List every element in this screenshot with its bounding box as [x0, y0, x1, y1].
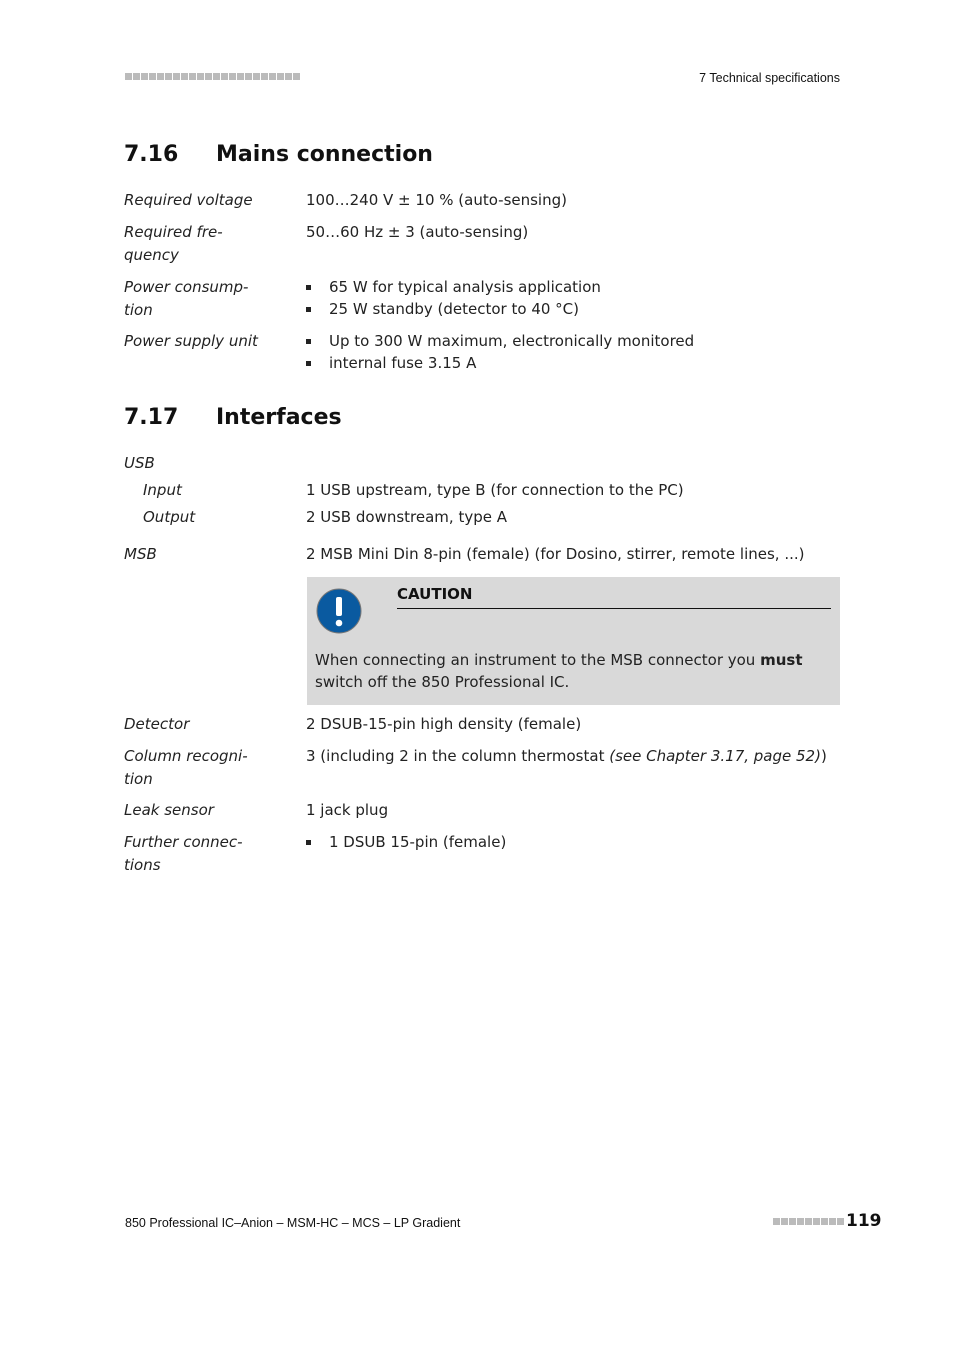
decor-square: [125, 73, 132, 80]
decor-square: [829, 1218, 836, 1225]
decor-square: [189, 73, 196, 80]
spec-sublabel: Input: [143, 481, 182, 499]
bullet-item: Up to 300 W maximum, electronically monitored: [306, 330, 694, 352]
spec-label: Required fre- quency: [124, 223, 223, 264]
chapter-reference-link[interactable]: (see Chapter 3.17, page 52): [609, 747, 821, 765]
decor-square: [205, 73, 212, 80]
spec-label: MSB: [124, 545, 157, 563]
decor-square: [173, 73, 180, 80]
decor-square: [277, 73, 284, 80]
decor-square: [837, 1218, 844, 1225]
footer-title: 850 Professional IC–Anion – MSM-HC – MCS – LP Gradient: [125, 1216, 461, 1230]
exclamation-icon: [315, 587, 363, 635]
spec-sublabel: Output: [143, 508, 196, 526]
caution-title: CAUTION: [397, 585, 473, 603]
header-decoration: [125, 73, 300, 80]
spec-value: 50…60 Hz ± 3 (auto-sensing): [306, 223, 529, 241]
decor-square: [253, 73, 260, 80]
decor-square: [293, 73, 300, 80]
spec-label: Leak sensor: [124, 801, 214, 819]
decor-square: [261, 73, 268, 80]
decor-square: [781, 1218, 788, 1225]
decor-square: [813, 1218, 820, 1225]
spec-value: 100…240 V ± 10 % (auto-sensing): [306, 191, 567, 209]
spec-value: 2 USB downstream, type A: [306, 508, 507, 526]
decor-square: [157, 73, 164, 80]
decor-square: [285, 73, 292, 80]
decor-square: [237, 73, 244, 80]
spec-value: 2 DSUB-15-pin high density (female): [306, 715, 582, 733]
spec-value: 2 MSB Mini Din 8-pin (female) (for Dosino, stirrer, remote lines, ...): [306, 545, 805, 563]
bullet-item: 65 W for typical analysis application: [306, 276, 601, 298]
spec-value: 3 (including 2 in the column thermostat (see Chapter 3.17, page 52)): [306, 747, 827, 765]
running-header: 7 Technical specifications: [699, 71, 840, 85]
decor-square: [149, 73, 156, 80]
caution-rule: [397, 608, 831, 609]
decor-square: [245, 73, 252, 80]
decor-square: [181, 73, 188, 80]
decor-square: [213, 73, 220, 80]
bullet-item: 1 DSUB 15-pin (female): [306, 831, 506, 853]
decor-square: [229, 73, 236, 80]
decor-square: [133, 73, 140, 80]
bullet-item: internal fuse 3.15 A: [306, 352, 476, 374]
spec-label: Column recogni- tion: [124, 747, 248, 788]
spec-label: Power supply unit: [124, 332, 258, 350]
spec-label: Power consump- tion: [124, 278, 249, 319]
bullet-item: 25 W standby (detector to 40 °C): [306, 298, 579, 320]
decor-square: [789, 1218, 796, 1225]
decor-square: [197, 73, 204, 80]
decor-square: [221, 73, 228, 80]
decor-square: [165, 73, 172, 80]
page-number: 119: [846, 1211, 882, 1231]
spec-value: 1 jack plug: [306, 801, 389, 819]
decor-square: [821, 1218, 828, 1225]
decor-square: [141, 73, 148, 80]
section-title: Interfaces: [216, 405, 342, 430]
spec-label: USB: [124, 454, 155, 472]
section-number: 7.16: [124, 142, 179, 167]
decor-square: [773, 1218, 780, 1225]
footer-decoration: [773, 1218, 844, 1225]
caution-box: [307, 577, 840, 705]
section-number: 7.17: [124, 405, 179, 430]
spec-label: Required voltage: [124, 191, 253, 209]
spec-label: Further connec- tions: [124, 833, 243, 874]
spec-value: 1 USB upstream, type B (for connection to the PC): [306, 481, 684, 499]
section-title: Mains connection: [216, 142, 433, 167]
decor-square: [797, 1218, 804, 1225]
decor-square: [269, 73, 276, 80]
decor-square: [805, 1218, 812, 1225]
spec-label: Detector: [124, 715, 190, 733]
caution-text: When connecting an instrument to the MSB connector you must switch off the 850 Professional IC.: [315, 651, 803, 691]
